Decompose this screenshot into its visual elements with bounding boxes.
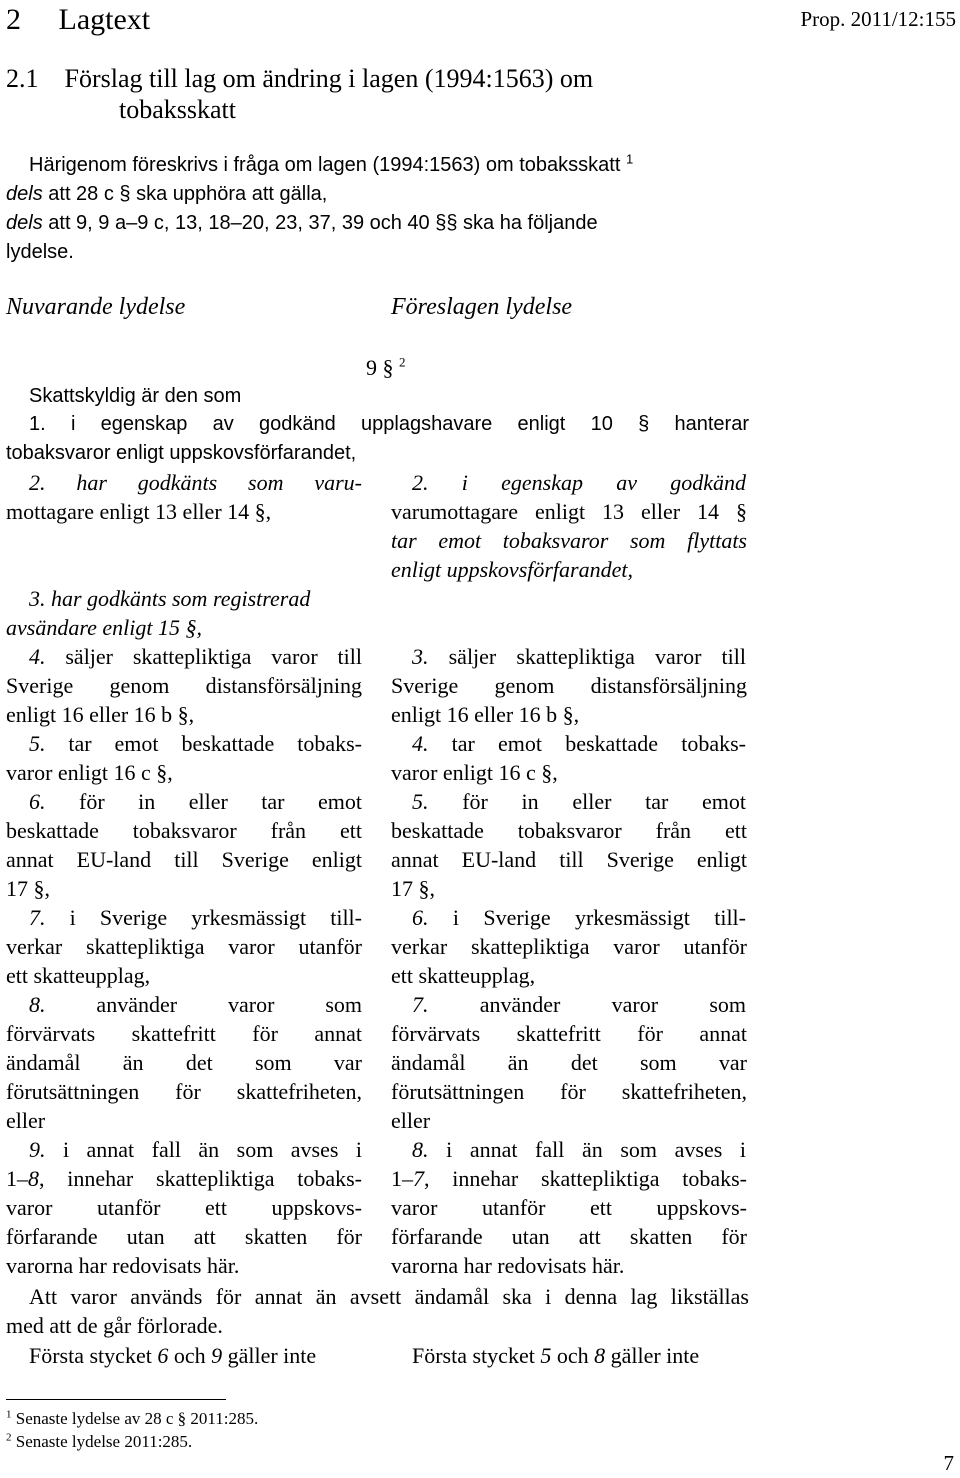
right-item-8-text: i annat fall än som avses i <box>428 1137 746 1162</box>
footnote-1-text: Senaste lydelse av 28 c § 2011:285. <box>11 1409 259 1428</box>
right-item-2-line-3: tar emot tobaksvaror som flyttats <box>391 528 747 553</box>
range-start: 1– <box>391 1166 413 1191</box>
right-item-5-line-3: annat EU-land till Sverige enligt <box>391 847 747 872</box>
left-first-paragraph-exception <box>29 1341 316 1370</box>
left-item-9-line-2-text: , innehar skattepliktiga tobaks- <box>39 1166 362 1191</box>
intro-text: Härigenom föreskrivs i fråga om lagen (1994:1563) om tobaksskatt <box>29 154 621 176</box>
left-item-8-line-3: ändamål än det som var <box>6 1050 362 1075</box>
left-item-9-number: 9. <box>29 1137 46 1162</box>
footnote-1 <box>6 1409 258 1429</box>
left-item-8-line-2: förvärvats skattefritt för annat <box>6 1021 362 1046</box>
intro-line-3 <box>6 209 598 237</box>
right-first-paragraph-exception <box>412 1341 699 1370</box>
right-item-2-line-2: varumottagare enligt 13 eller 14 § <box>391 499 747 524</box>
left-item-6-line-4: 17 §, <box>6 876 50 901</box>
left-item-9-line-3: varor utanför ett uppskovs- <box>6 1195 362 1220</box>
section-title-line-2: tobaksskatt <box>119 95 236 124</box>
range-end: 8 <box>28 1166 39 1191</box>
right-item-6-text: i Sverige yrkesmässigt till- <box>428 905 746 930</box>
left-item-6-number: 6. <box>29 789 46 814</box>
left-item-5-line-1 <box>29 729 362 758</box>
left-item-7-line-2: verkar skattepliktiga varor utanför <box>6 934 362 959</box>
current-wording-heading: Nuvarande lydelse <box>6 294 186 320</box>
left-item-6-line-1 <box>29 787 362 816</box>
right-item-8-line-5: varorna har redovisats här. <box>391 1253 625 1278</box>
left-item-8-line-1 <box>29 990 362 1019</box>
right-item-7-text: använder varor som <box>428 992 746 1017</box>
right-item-6-number: 6. <box>412 905 429 930</box>
left-item-3-line-2: avsändare enligt 15 §, <box>6 615 202 640</box>
left-item-8-line-4: förutsättningen för skattefriheten, <box>6 1079 362 1104</box>
exception-item: 9 <box>211 1343 223 1368</box>
right-item-8-line-4: förfarande utan att skatten för <box>391 1224 747 1249</box>
exception-text: Första stycket <box>29 1343 158 1368</box>
right-item-7-line-1 <box>412 990 746 1019</box>
left-item-5-text: tar emot beskattade tobaks- <box>45 731 362 756</box>
paragraph-number <box>366 353 406 382</box>
intro-line-2-text: att 28 c § ska upphöra att gälla, <box>42 183 328 205</box>
right-item-4-line-1 <box>412 729 746 758</box>
right-item-8-line-3: varor utanför ett uppskovs- <box>391 1195 747 1220</box>
range-end: 7 <box>413 1166 424 1191</box>
right-item-4-number: 4. <box>412 731 429 756</box>
paragraph-label: 9 § <box>366 355 394 380</box>
right-item-5-number: 5. <box>412 789 429 814</box>
right-item-4-line-2: varor enligt 16 c §, <box>391 760 558 785</box>
left-item-4-number: 4. <box>29 644 46 669</box>
left-item-6-text: för in eller tar emot <box>45 789 362 814</box>
left-item-9-line-4: förfarande utan att skatten för <box>6 1224 362 1249</box>
left-item-4-line-2: Sverige genom distansförsäljning <box>6 673 362 698</box>
right-item-5-line-2: beskattade tobaksvaror från ett <box>391 818 747 843</box>
common-item-1-line-1: 1. i egenskap av godkänd upplagshavare enligt 10 § hanterar <box>29 413 749 435</box>
page-number: 7 <box>943 1451 954 1475</box>
right-item-6-line-3: ett skatteupplag, <box>391 963 536 988</box>
left-item-6-line-2: beskattade tobaksvaror från ett <box>6 818 362 843</box>
right-item-8-number: 8. <box>412 1137 429 1162</box>
closing-line-1: Att varor används för annat än avsett ändamål ska i denna lag likställas <box>29 1284 749 1309</box>
left-item-9-line-1 <box>29 1135 362 1164</box>
closing-line-2: med att de går förlorade. <box>6 1313 223 1338</box>
exception-item: 6 <box>157 1343 169 1368</box>
exception-item: 8 <box>594 1343 606 1368</box>
exception-text: gäller inte <box>222 1343 317 1368</box>
footnote-separator <box>6 1399 226 1400</box>
intro-line-2 <box>6 180 327 208</box>
right-item-7-number: 7. <box>412 992 429 1017</box>
chapter-heading: 2 Lagtext <box>6 3 151 36</box>
left-item-5-number: 5. <box>29 731 46 756</box>
right-item-7-line-3: ändamål än det som var <box>391 1050 747 1075</box>
right-item-7-line-4: förutsättningen för skattefriheten, <box>391 1079 747 1104</box>
left-item-6-line-3: annat EU-land till Sverige enligt <box>6 847 362 872</box>
exception-text: gäller inte <box>605 1343 700 1368</box>
paragraph-lead: Skattskyldig är den som <box>29 385 242 407</box>
exception-text: och <box>168 1343 212 1368</box>
footnote-1-number: 1 <box>6 1408 12 1421</box>
footnote-2 <box>6 1432 192 1452</box>
left-item-8-number: 8. <box>29 992 46 1017</box>
left-item-3-line-1: 3. har godkänts som registrerad <box>29 586 311 611</box>
left-item-2-line-1: 2. har godkänts som varu- <box>29 470 362 495</box>
left-item-2-line-2: mottagare enligt 13 eller 14 §, <box>6 499 272 524</box>
left-item-7-text: i Sverige yrkesmässigt till- <box>45 905 362 930</box>
left-item-7-number: 7. <box>29 905 46 930</box>
right-item-6-line-1 <box>412 903 746 932</box>
right-item-2-line-1: 2. i egenskap av godkänd <box>412 470 746 495</box>
right-item-3-line-2: Sverige genom distansförsäljning <box>391 673 747 698</box>
left-item-8-line-5: eller <box>6 1108 46 1133</box>
left-item-8-text: använder varor som <box>45 992 362 1017</box>
right-item-8-line-2-text: , innehar skattepliktiga tobaks- <box>424 1166 747 1191</box>
footnote-2-number: 2 <box>6 1431 12 1444</box>
intro-line-4: lydelse. <box>6 241 74 263</box>
right-item-8-line-2 <box>391 1164 747 1193</box>
left-item-7-line-1 <box>29 903 362 932</box>
footnote-2-text: Senaste lydelse 2011:285. <box>11 1432 193 1451</box>
right-item-3-number: 3. <box>412 644 429 669</box>
range-start: 1– <box>6 1166 28 1191</box>
left-item-9-line-5: varorna har redovisats här. <box>6 1253 240 1278</box>
right-item-6-line-2: verkar skattepliktiga varor utanför <box>391 934 747 959</box>
right-item-3-text: säljer skattepliktiga varor till <box>428 644 746 669</box>
intro-line-1 <box>29 151 633 179</box>
right-item-8-line-1 <box>412 1135 746 1164</box>
section-title-line-1: 2.1 Förslag till lag om ändring i lagen (1994:1563) om <box>6 64 594 93</box>
left-item-7-line-3: ett skatteupplag, <box>6 963 151 988</box>
exception-text: och <box>551 1343 595 1368</box>
right-item-5-line-1 <box>412 787 746 816</box>
right-item-3-line-3: enligt 16 eller 16 b §, <box>391 702 580 727</box>
exception-item: 5 <box>540 1343 552 1368</box>
left-item-9-line-2 <box>6 1164 362 1193</box>
left-item-4-line-3: enligt 16 eller 16 b §, <box>6 702 195 727</box>
right-item-5-text: för in eller tar emot <box>428 789 746 814</box>
intro-line-3-text: att 9, 9 a–9 c, 13, 18–20, 23, 37, 39 och 40 §§ ska ha följande <box>42 212 598 234</box>
proposition-reference: Prop. 2011/12:155 <box>800 7 956 31</box>
footnote-ref-1: 1 <box>625 151 634 167</box>
right-item-3-line-1 <box>412 642 746 671</box>
exception-text: Första stycket <box>412 1343 541 1368</box>
proposed-wording-heading: Föreslagen lydelse <box>391 294 573 320</box>
left-item-4-line-1 <box>29 642 362 671</box>
dels-keyword: dels <box>6 183 43 205</box>
dels-keyword: dels <box>6 212 43 234</box>
left-item-4-text: säljer skattepliktiga varor till <box>45 644 362 669</box>
right-item-7-line-2: förvärvats skattefritt för annat <box>391 1021 747 1046</box>
right-item-5-line-4: 17 §, <box>391 876 435 901</box>
right-item-7-line-5: eller <box>391 1108 431 1133</box>
right-item-2-line-4: enligt uppskovsförfarandet, <box>391 557 633 582</box>
right-item-4-text: tar emot beskattade tobaks- <box>428 731 746 756</box>
left-item-5-line-2: varor enligt 16 c §, <box>6 760 173 785</box>
left-item-9-text: i annat fall än som avses i <box>45 1137 362 1162</box>
footnote-ref-2: 2 <box>399 354 406 370</box>
common-item-1-line-2: tobaksvaror enligt uppskovsförfarandet, <box>6 442 357 464</box>
